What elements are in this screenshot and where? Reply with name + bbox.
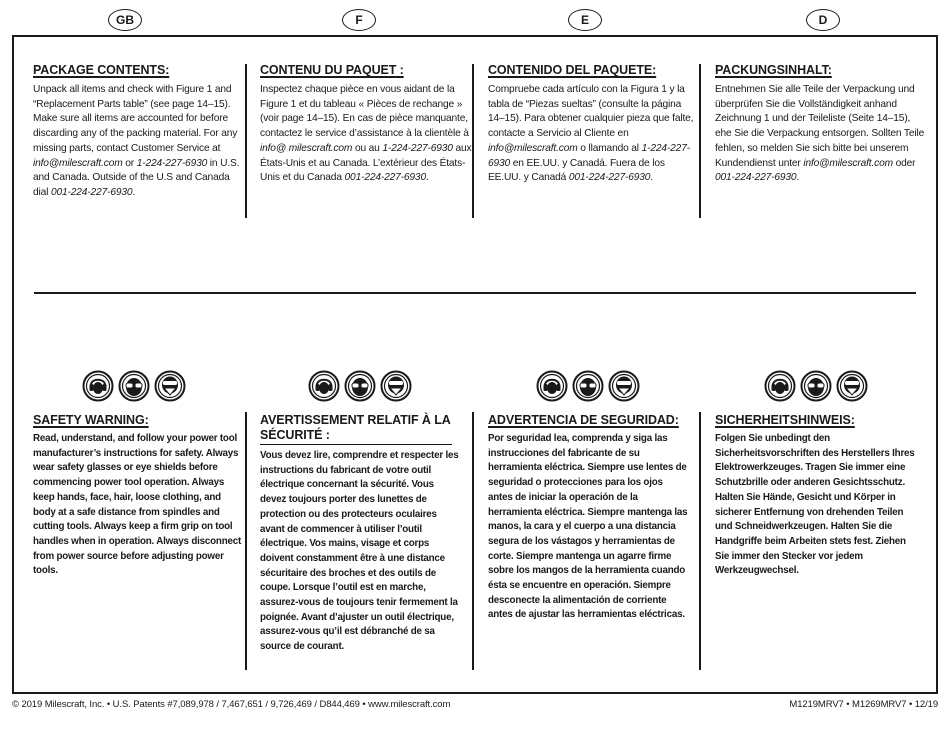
ear-protection-icon — [82, 370, 114, 402]
text-run: in U.S. and Canada. Outside of the U.S and Canada dial — [33, 157, 240, 198]
text-run: aux États-Unis et au Canada. L’extérieur des États-Unis et du Canada — [260, 142, 472, 184]
dust-mask-icon — [154, 370, 186, 402]
column-divider — [245, 412, 247, 670]
text-run: oder — [892, 157, 916, 169]
safety-heading: SICHERHEITSHINWEIS: — [715, 413, 855, 427]
text-run: or — [122, 157, 137, 169]
dust-mask-icon — [836, 370, 868, 402]
safety-glasses-icon — [118, 370, 150, 402]
contents-heading: PACKAGE CONTENTS: — [33, 63, 170, 77]
contact-detail: info@milescraft.com — [488, 142, 578, 154]
safety-text: Folgen Sie unbedingt den Sicherheitsvorschriften des Herstellers Ihres Elektrowerkzeuges. Tragen Sie immer eine Schutzbrille oder anderen Gesichtsschutz. Halten Sie Hände, Gesicht und Körper in sicherer Entfernung von drehenden Teilen und Schneidwerkzeugen. Halten Sie die Handgriffe beim Arbeiten stets fest. Ziehen Sie immer den Stecker vor jedem Werkzeugwechsel. — [715, 433, 915, 577]
contact-detail: info@milescraft.com — [803, 157, 893, 169]
contact-detail: info@milescraft.com — [33, 157, 123, 169]
copyright-footer: © 2019 Milescraft, Inc. • U.S. Patents #7,089,978 / 7,467,651 / 9,726,469 / D844,469 • www.milescraft.com — [12, 699, 451, 710]
safety-text: Vous devez lire, comprendre et respecter les instructions du fabricant de votre outil électrique concernant la sécurité. Vous devez toujours porter des lunettes de protection ou des protecteurs oculaires avant de commencer à utiliser l’outil électrique. Vos mains, visage et corps doivent constamment être à une distance sécuritaire des broches et des outils de coupe. Lorsque l’outil est en marche, assurez-vous de toujours tenir fermement la poignée. Avant d’ajuster un outil électrique, assurez-vous qu’il est débranché de sa source de courant. — [260, 450, 459, 653]
dust-mask-icon — [608, 370, 640, 402]
language-badge-d: D — [806, 9, 840, 31]
text-run: en EE.UU. y Canadá. Fuera de los EE.UU. y Canadá — [488, 157, 665, 184]
text-run: . — [132, 186, 136, 198]
text-run: Entnehmen Sie alle Teile der Verpackung und überprüfen Sie die Vollständigkeit anhand Zeichnung 1 und der Teileliste (Seite 14–15), ehe Sie die Verpackung entsorgen. Sollten Teile fehlen, so melden Sie sich bitte bei unserem Kundendienst unter — [715, 84, 925, 169]
contents-column-f — [260, 63, 472, 186]
contact-detail: 001-224-227-6930 — [715, 172, 797, 184]
contact-detail: 1-224-227-6930 — [382, 142, 453, 154]
text-run: Unpack all items and check with Figure 1 and “Replacement Parts table” (see page 14–15). Make sure all items are accounted for before discarding any of the packing material. For any missing parts, contact Customer Service at — [33, 84, 238, 154]
contents-text — [33, 83, 245, 201]
text-run: Inspectez chaque pièce en vous aidant de la Figure 1 et du tableau « Pièces de rechange » (voir page 14–15). En cas de pièce manquante, contactez le service d’assistance à la clientèle à — [260, 84, 469, 140]
safety-icon-group — [764, 370, 868, 402]
text-run: . — [425, 172, 429, 184]
safety-text: Por seguridad lea, comprenda y siga las instrucciones del fabricante de su herramienta eléctrica. Siempre use lentes de seguridad o protecciones para los ojos antes de iniciar la operación de la herramienta eléctrica. Siempre mantenga las manos, la cara y el cuerpo a una distancia segura de los vástagos y herramientas de corte. Siempre mantenga un agarre firme sobre los mangos de la herramienta cuando ésta se encuentre en operación. Siempre desconecte la alimentación de corriente antes de ajustar las herramientas eléctricas. — [488, 433, 688, 621]
column-divider — [472, 64, 474, 218]
safety-heading: ADVERTENCIA DE SEGURIDAD: — [488, 413, 679, 427]
safety-icon-group — [536, 370, 640, 402]
language-badge-e: E — [568, 9, 602, 31]
contents-heading: CONTENU DU PAQUET : — [260, 63, 404, 77]
safety-glasses-icon — [344, 370, 376, 402]
model-number-footer: M1219MRV7 • M1269MRV7 • 12/19 — [789, 699, 938, 710]
contact-detail: 1-224-227-6930 — [488, 142, 690, 169]
safety-column-gb — [33, 413, 245, 579]
contents-column-d — [715, 63, 927, 186]
contact-detail: 001-224-227-6930 — [50, 186, 133, 198]
safety-icon-group — [308, 370, 412, 402]
contents-text — [260, 83, 472, 186]
contact-detail: 1-224-227-6930 — [136, 157, 208, 169]
text-run: o llamando al — [577, 142, 642, 154]
contents-column-gb — [33, 63, 245, 201]
text-run: . — [650, 172, 653, 184]
safety-glasses-icon — [572, 370, 604, 402]
text-run: . — [796, 172, 800, 184]
safety-column-d — [715, 413, 915, 579]
language-badge-f: F — [342, 9, 376, 31]
text-run: Compruebe cada artículo con la Figura 1 y la tabla de “Piezas sueltas” (consulte la página 14–15). Para obtener cualquier pieza que falte, contacte a Servicio al Cliente en — [488, 84, 694, 140]
language-badge-row — [0, 9, 950, 31]
column-divider — [245, 64, 247, 218]
contact-detail: 001-224-227-6930 — [568, 172, 651, 184]
text-run: ou au — [352, 142, 383, 154]
dust-mask-icon — [380, 370, 412, 402]
contents-column-e — [488, 63, 700, 186]
safety-heading: AVERTISSEMENT RELATIF À LA SÉCURITÉ : — [260, 413, 452, 445]
contents-heading: PACKUNGSINHALT: — [715, 63, 832, 77]
column-divider — [472, 412, 474, 670]
safety-column-e — [488, 413, 688, 623]
ear-protection-icon — [764, 370, 796, 402]
contact-detail: 001-224-227-6930 — [344, 172, 426, 184]
section-divider — [34, 292, 916, 294]
language-badge-gb: GB — [108, 9, 142, 31]
contact-detail: info@ milescraft.com — [260, 142, 353, 154]
safety-column-f — [260, 413, 460, 655]
safety-glasses-icon — [800, 370, 832, 402]
contents-heading: CONTENIDO DEL PAQUETE: — [488, 63, 657, 77]
safety-text: Read, understand, and follow your power tool manufacturer’s instructions for safety. Always wear safety glasses or eye shields before commencing power tool operation. Always keep hands, face, hair, loose clothing, and body at a safe distance from spindles and cutting tools. Always keep a firm grip on tool handles when in operation. Always disconnect from power source before adjusting power tools. — [33, 433, 242, 577]
column-divider — [699, 412, 701, 670]
contents-text — [715, 83, 927, 186]
ear-protection-icon — [308, 370, 340, 402]
ear-protection-icon — [536, 370, 568, 402]
safety-icon-group — [82, 370, 186, 402]
contents-text — [488, 83, 700, 186]
safety-heading: SAFETY WARNING: — [33, 413, 149, 427]
